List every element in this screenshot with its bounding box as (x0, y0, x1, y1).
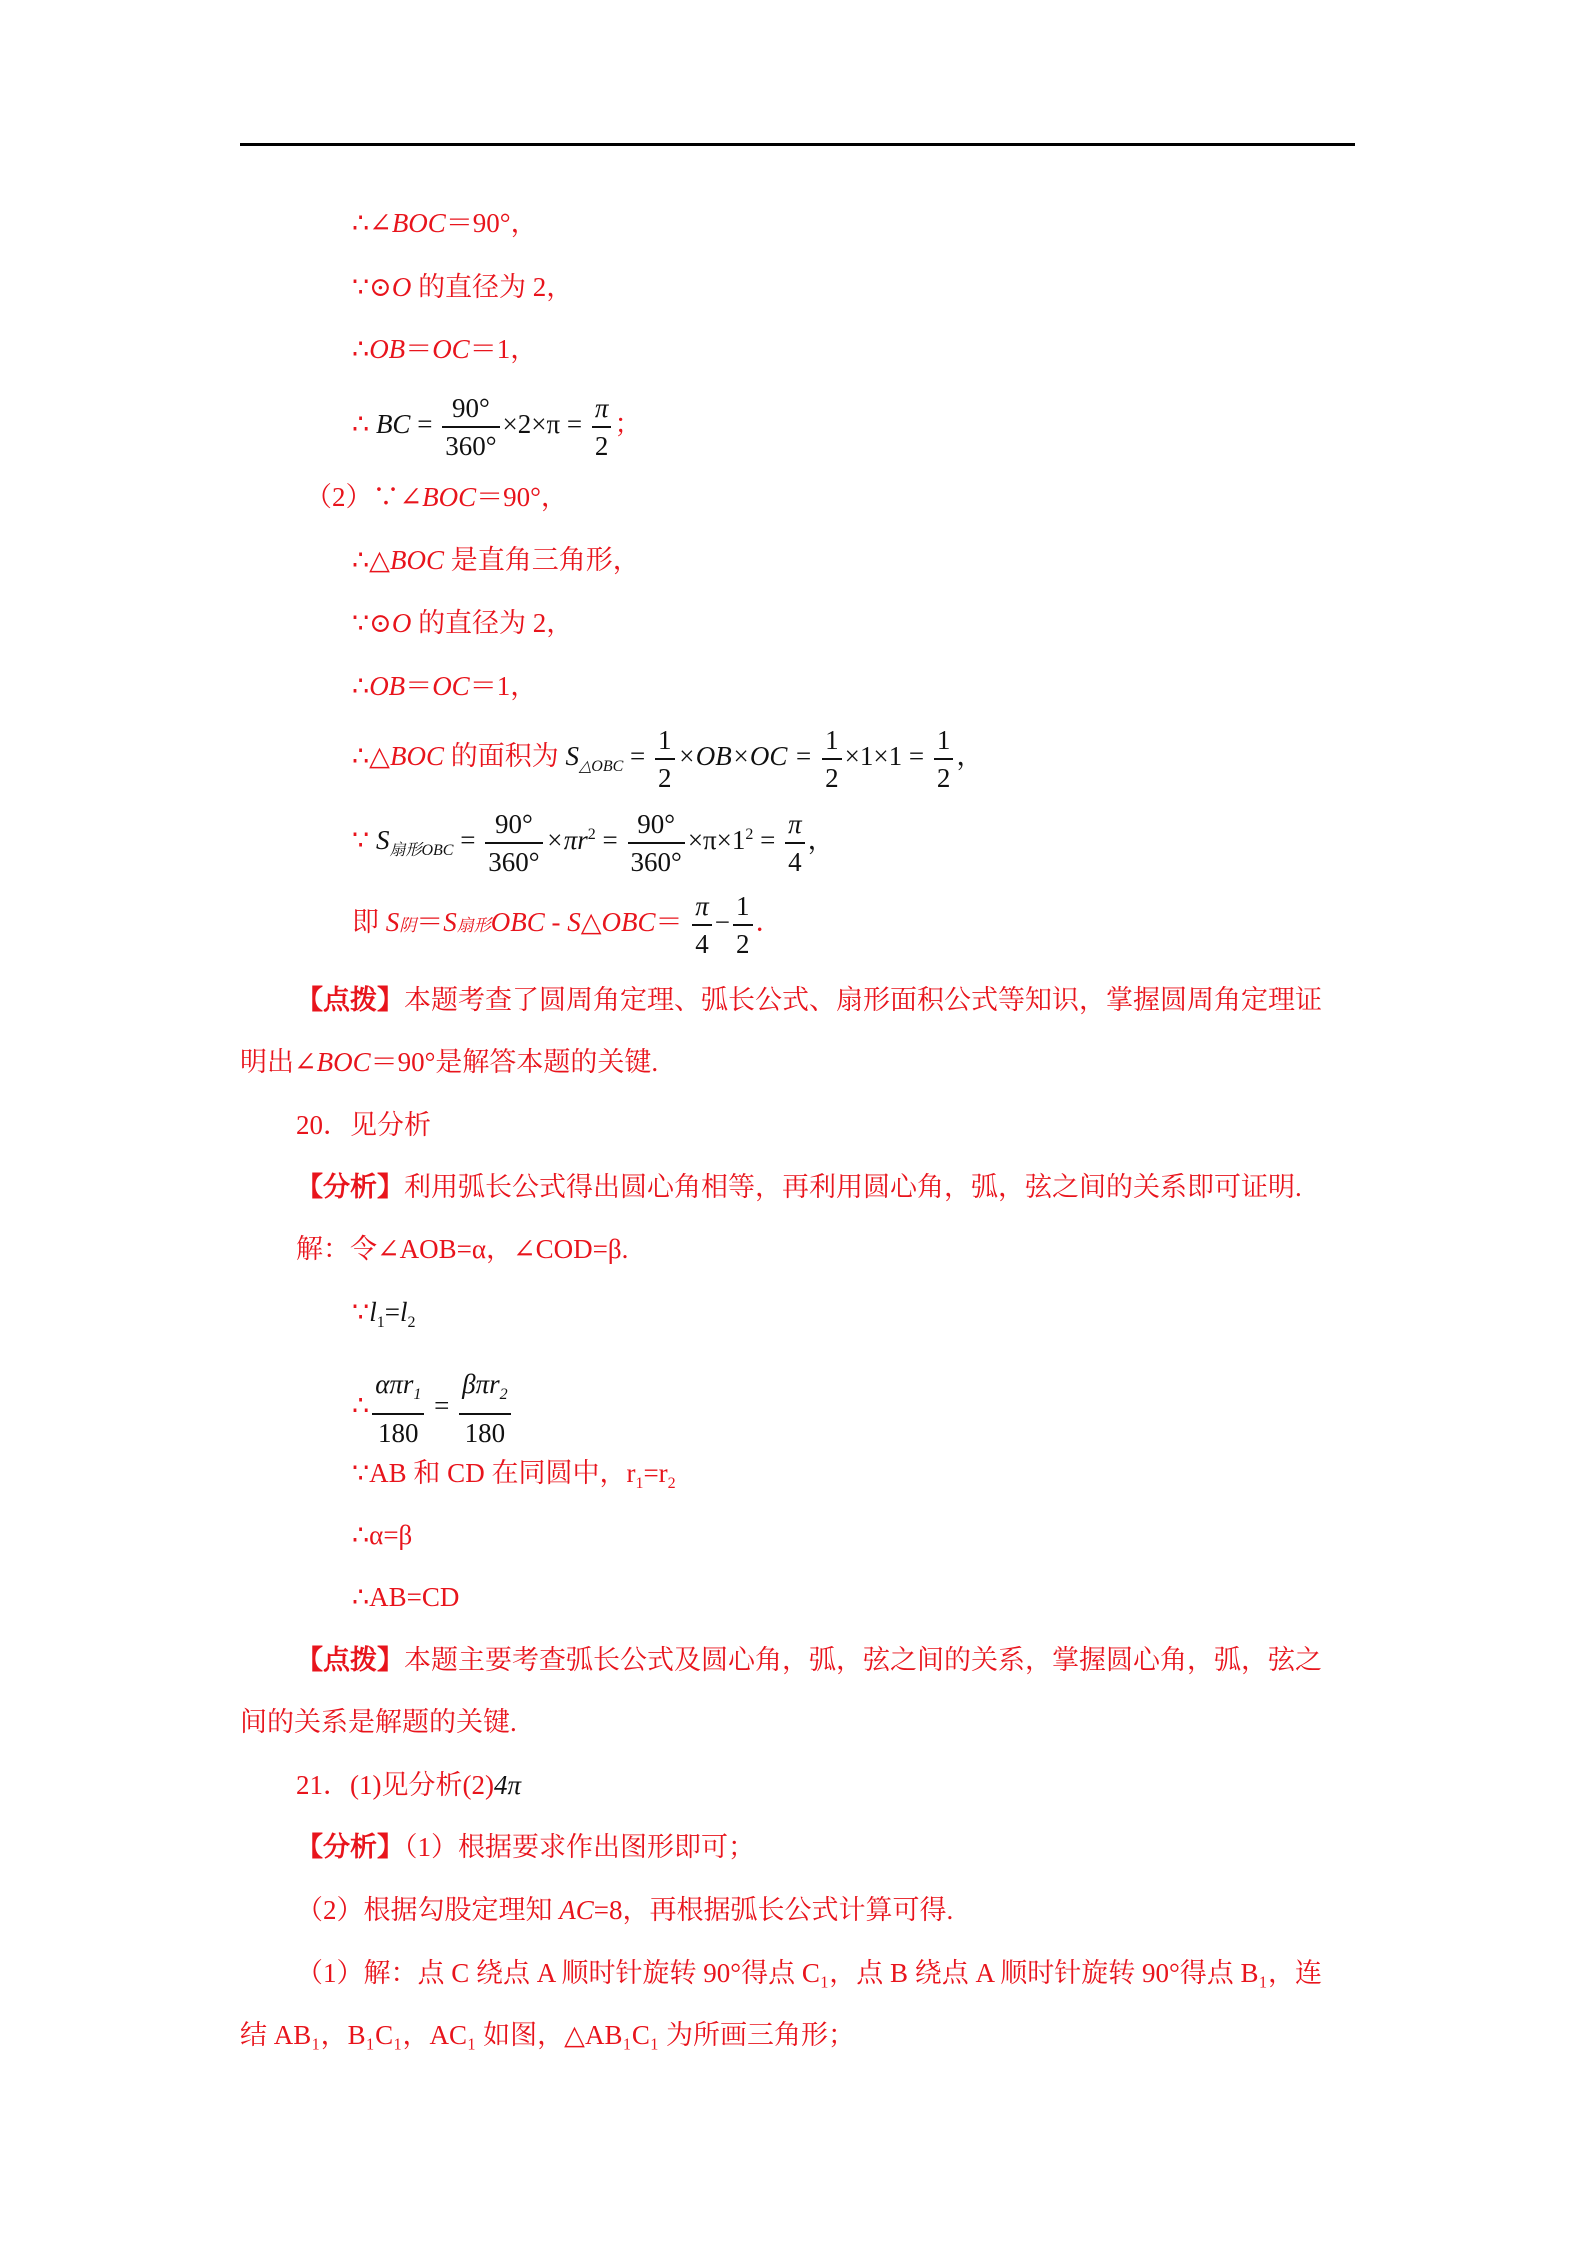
fraction (628, 806, 685, 880)
fraction (785, 806, 805, 880)
var: O (391, 608, 412, 638)
superscript: 2 (745, 826, 754, 844)
var: S (443, 907, 457, 938)
numerator: 1 (658, 725, 672, 755)
text: ＝1， (469, 334, 538, 364)
denominator: 360° (485, 842, 542, 880)
q21-analysis2 (296, 1893, 953, 1927)
q20-step4 (352, 1518, 412, 1552)
q21-solution-line1 (296, 1956, 1322, 1990)
math: 4π (493, 1770, 521, 1800)
denominator: 2 (934, 758, 954, 796)
tip-text: 间的关系是解题的关键. (240, 1707, 517, 1737)
denominator: 2 (733, 924, 753, 962)
text: ∴△ (352, 741, 390, 772)
text: ＝ (405, 671, 433, 701)
math: ×πr (545, 825, 588, 856)
subscript: △OBC (578, 758, 624, 776)
proof-line-diameter (352, 270, 573, 304)
q21-title (296, 1768, 521, 1802)
header-rule (240, 143, 1355, 146)
math: l (399, 1297, 408, 1327)
tip-text: 明出∠ (240, 1047, 317, 1077)
text: ＝ (416, 907, 444, 938)
denominator: 360° (442, 426, 499, 464)
proof2-line-radius (352, 669, 537, 703)
proof2-line-right-triangle (352, 543, 640, 577)
analysis-text: 利用弧长公式得出圆心角相等，再利用圆心角，弧，弦之间的关系即可证明. (404, 1172, 1302, 1202)
tip20-line2 (240, 1705, 517, 1739)
analysis-label: 【分析】 (296, 1832, 404, 1862)
math: − (714, 907, 731, 938)
text: ∴α=β (352, 1520, 413, 1550)
text: ＝1， (469, 671, 538, 701)
tip-label: 【点拨】 (296, 985, 404, 1015)
text: =r (643, 1458, 668, 1488)
math: ×2×π = (502, 409, 589, 440)
math: = (623, 741, 652, 772)
q20-step3 (352, 1456, 676, 1501)
var: OB (369, 334, 406, 364)
math: S (565, 741, 579, 772)
text: ＝90°， (476, 482, 568, 512)
numerator-text: απr (375, 1369, 414, 1399)
var: S (385, 907, 400, 938)
analysis-label: 【分析】 (296, 1172, 404, 1202)
text: - (544, 907, 568, 938)
math: = (427, 1390, 457, 1421)
subscript: 2 (407, 1314, 416, 1331)
therefore-text: ∴ (352, 409, 376, 440)
numerator-text: βπr (462, 1369, 500, 1399)
text: ＝ (405, 334, 433, 364)
therefore-text: ∴ (352, 334, 370, 364)
q20-step1 (352, 1295, 415, 1340)
text: ∵ (352, 825, 376, 856)
text: ； (614, 409, 642, 440)
fraction (692, 888, 712, 962)
numerator: π (788, 809, 802, 839)
q20-step2 (352, 1366, 514, 1451)
numerator: 1 (936, 725, 951, 755)
proof2-line-sector-area (352, 806, 835, 880)
analysis-text: =8，再根据弧长公式计算可得. (593, 1895, 954, 1925)
subscript: 1 (376, 1314, 385, 1331)
denominator: 180 (372, 1413, 424, 1451)
tip20-line1 (296, 1643, 1322, 1677)
denominator: 2 (592, 426, 612, 464)
solution-text: （1）解：点 C 绕点 A 顺时针旋转 90°得点 C₁，点 B 绕点 A 顺时针旋转 90°得点 B₁，连 (296, 1958, 1322, 1988)
text: 即 (352, 907, 386, 938)
text: 的直径为 2， (411, 272, 574, 302)
math: = (453, 825, 483, 856)
proof2-line-shaded-area (352, 888, 783, 962)
fraction (733, 888, 753, 962)
question-number: 21．(1)见分析(2) (296, 1770, 494, 1800)
because-text: ∵⊙ (352, 272, 392, 302)
math: = (595, 825, 625, 856)
denominator: 4 (692, 924, 712, 962)
fraction (442, 390, 499, 464)
tip19-line2 (240, 1045, 658, 1079)
subscript: 1 (413, 1386, 422, 1403)
subscript: 2 (667, 1475, 676, 1492)
subscript: 2 (499, 1386, 508, 1403)
math: S (375, 825, 390, 856)
var: AC (559, 1895, 594, 1925)
text: ∴ (352, 671, 370, 701)
text: ∵⊙ (352, 608, 392, 638)
denominator: 4 (785, 842, 805, 880)
fraction (459, 1366, 510, 1451)
therefore-text: ∴ (352, 1390, 370, 1421)
q20-solution (296, 1232, 628, 1266)
proof2-line-angle (305, 480, 568, 514)
text: 是直角三角形， (443, 545, 640, 575)
var: S△OBC (567, 907, 656, 938)
var: OC (432, 334, 470, 364)
fraction (372, 1366, 424, 1451)
proof-line-radius (352, 332, 537, 366)
fraction (934, 722, 954, 796)
var: OC (432, 671, 470, 701)
analysis-text: （2）根据勾股定理知 (296, 1895, 560, 1925)
math: ×OB×OC = (677, 741, 820, 772)
numerator: 1 (825, 725, 839, 755)
math: = (753, 825, 783, 856)
tip-text: 本题主要考查弧长公式及圆心角，弧，弦之间的关系，掌握圆心角，弧，弦之 (404, 1645, 1322, 1675)
q20-analysis (296, 1170, 1302, 1204)
var: BOC (422, 482, 477, 512)
math: ×1×1 = (844, 741, 931, 772)
text: ． (755, 907, 783, 938)
q20-step5 (352, 1580, 459, 1614)
numerator (372, 1366, 424, 1413)
tip-text: 本题考查了圆周角定理、弧长公式、扇形面积公式等知识，掌握圆周角定理证 (404, 985, 1322, 1015)
proof2-line-triangle-area (352, 722, 983, 796)
proof2-line-diameter (352, 606, 573, 640)
solution-text: 结 AB₁，B₁C₁，AC₁ 如图，△AB₁C₁ 为所画三角形； (240, 2020, 856, 2050)
subscript: 扇形 (456, 916, 491, 936)
numerator: 90° (451, 393, 490, 423)
fraction (485, 806, 542, 880)
tip-text: ＝90°是解答本题的关键. (370, 1047, 659, 1077)
var: BOC (391, 208, 446, 238)
var: BOC (316, 1047, 371, 1077)
solution-text: 解：令∠AOB=α，∠COD=β. (296, 1234, 629, 1264)
tip-label: 【点拨】 (296, 1645, 404, 1675)
denominator: 2 (822, 758, 842, 796)
fraction (655, 722, 675, 796)
proof-line-arc-length (352, 390, 641, 464)
var: BOC (389, 741, 444, 772)
math: ， (956, 741, 984, 772)
numerator: 90° (494, 809, 533, 839)
numerator: 90° (637, 809, 676, 839)
var: OBC (490, 907, 545, 938)
q20-title (296, 1108, 431, 1142)
because-text: ∵ (352, 1297, 370, 1327)
numerator: π (594, 393, 609, 423)
question-number: 20．见分析 (296, 1110, 431, 1140)
subscript: 扇形OBC (389, 842, 454, 860)
text: ∵AB 和 CD 在同圆中，r (352, 1458, 636, 1488)
tip19-line1 (296, 983, 1322, 1017)
math: l (369, 1297, 377, 1327)
therefore-text: ∴∠ (352, 208, 392, 238)
denominator: 2 (655, 758, 675, 796)
denominator: 180 (459, 1413, 510, 1451)
text: （2）∵∠ (305, 482, 423, 512)
proof-line-angle-boc (352, 206, 538, 240)
math: ， (807, 825, 835, 856)
analysis-text: （1）根据要求作出图形即可； (404, 1832, 755, 1862)
q21-solution-line2 (240, 2018, 855, 2052)
numerator: 1 (736, 891, 750, 921)
numerator: π (695, 891, 709, 921)
superscript: 2 (587, 826, 596, 844)
fraction (592, 390, 612, 464)
arc-var: BC (375, 409, 411, 440)
var: O (391, 272, 412, 302)
math: = (410, 409, 440, 440)
denominator: 360° (628, 842, 685, 880)
numerator (459, 1366, 510, 1413)
math: ×π×1 (687, 825, 746, 856)
fraction (822, 722, 842, 796)
subscript: 1 (635, 1475, 644, 1492)
var: BOC (389, 545, 444, 575)
subscript: 阴 (399, 916, 417, 936)
text: 的面积为 (443, 741, 566, 772)
text: ∴△ (352, 545, 390, 575)
q21-analysis1 (296, 1830, 755, 1864)
text: ∴AB=CD (352, 1582, 460, 1612)
math: = (384, 1297, 400, 1327)
text: 的直径为 2， (411, 608, 574, 638)
text: ＝ (655, 907, 690, 938)
var: OB (369, 671, 406, 701)
text: ＝90°， (445, 208, 538, 238)
